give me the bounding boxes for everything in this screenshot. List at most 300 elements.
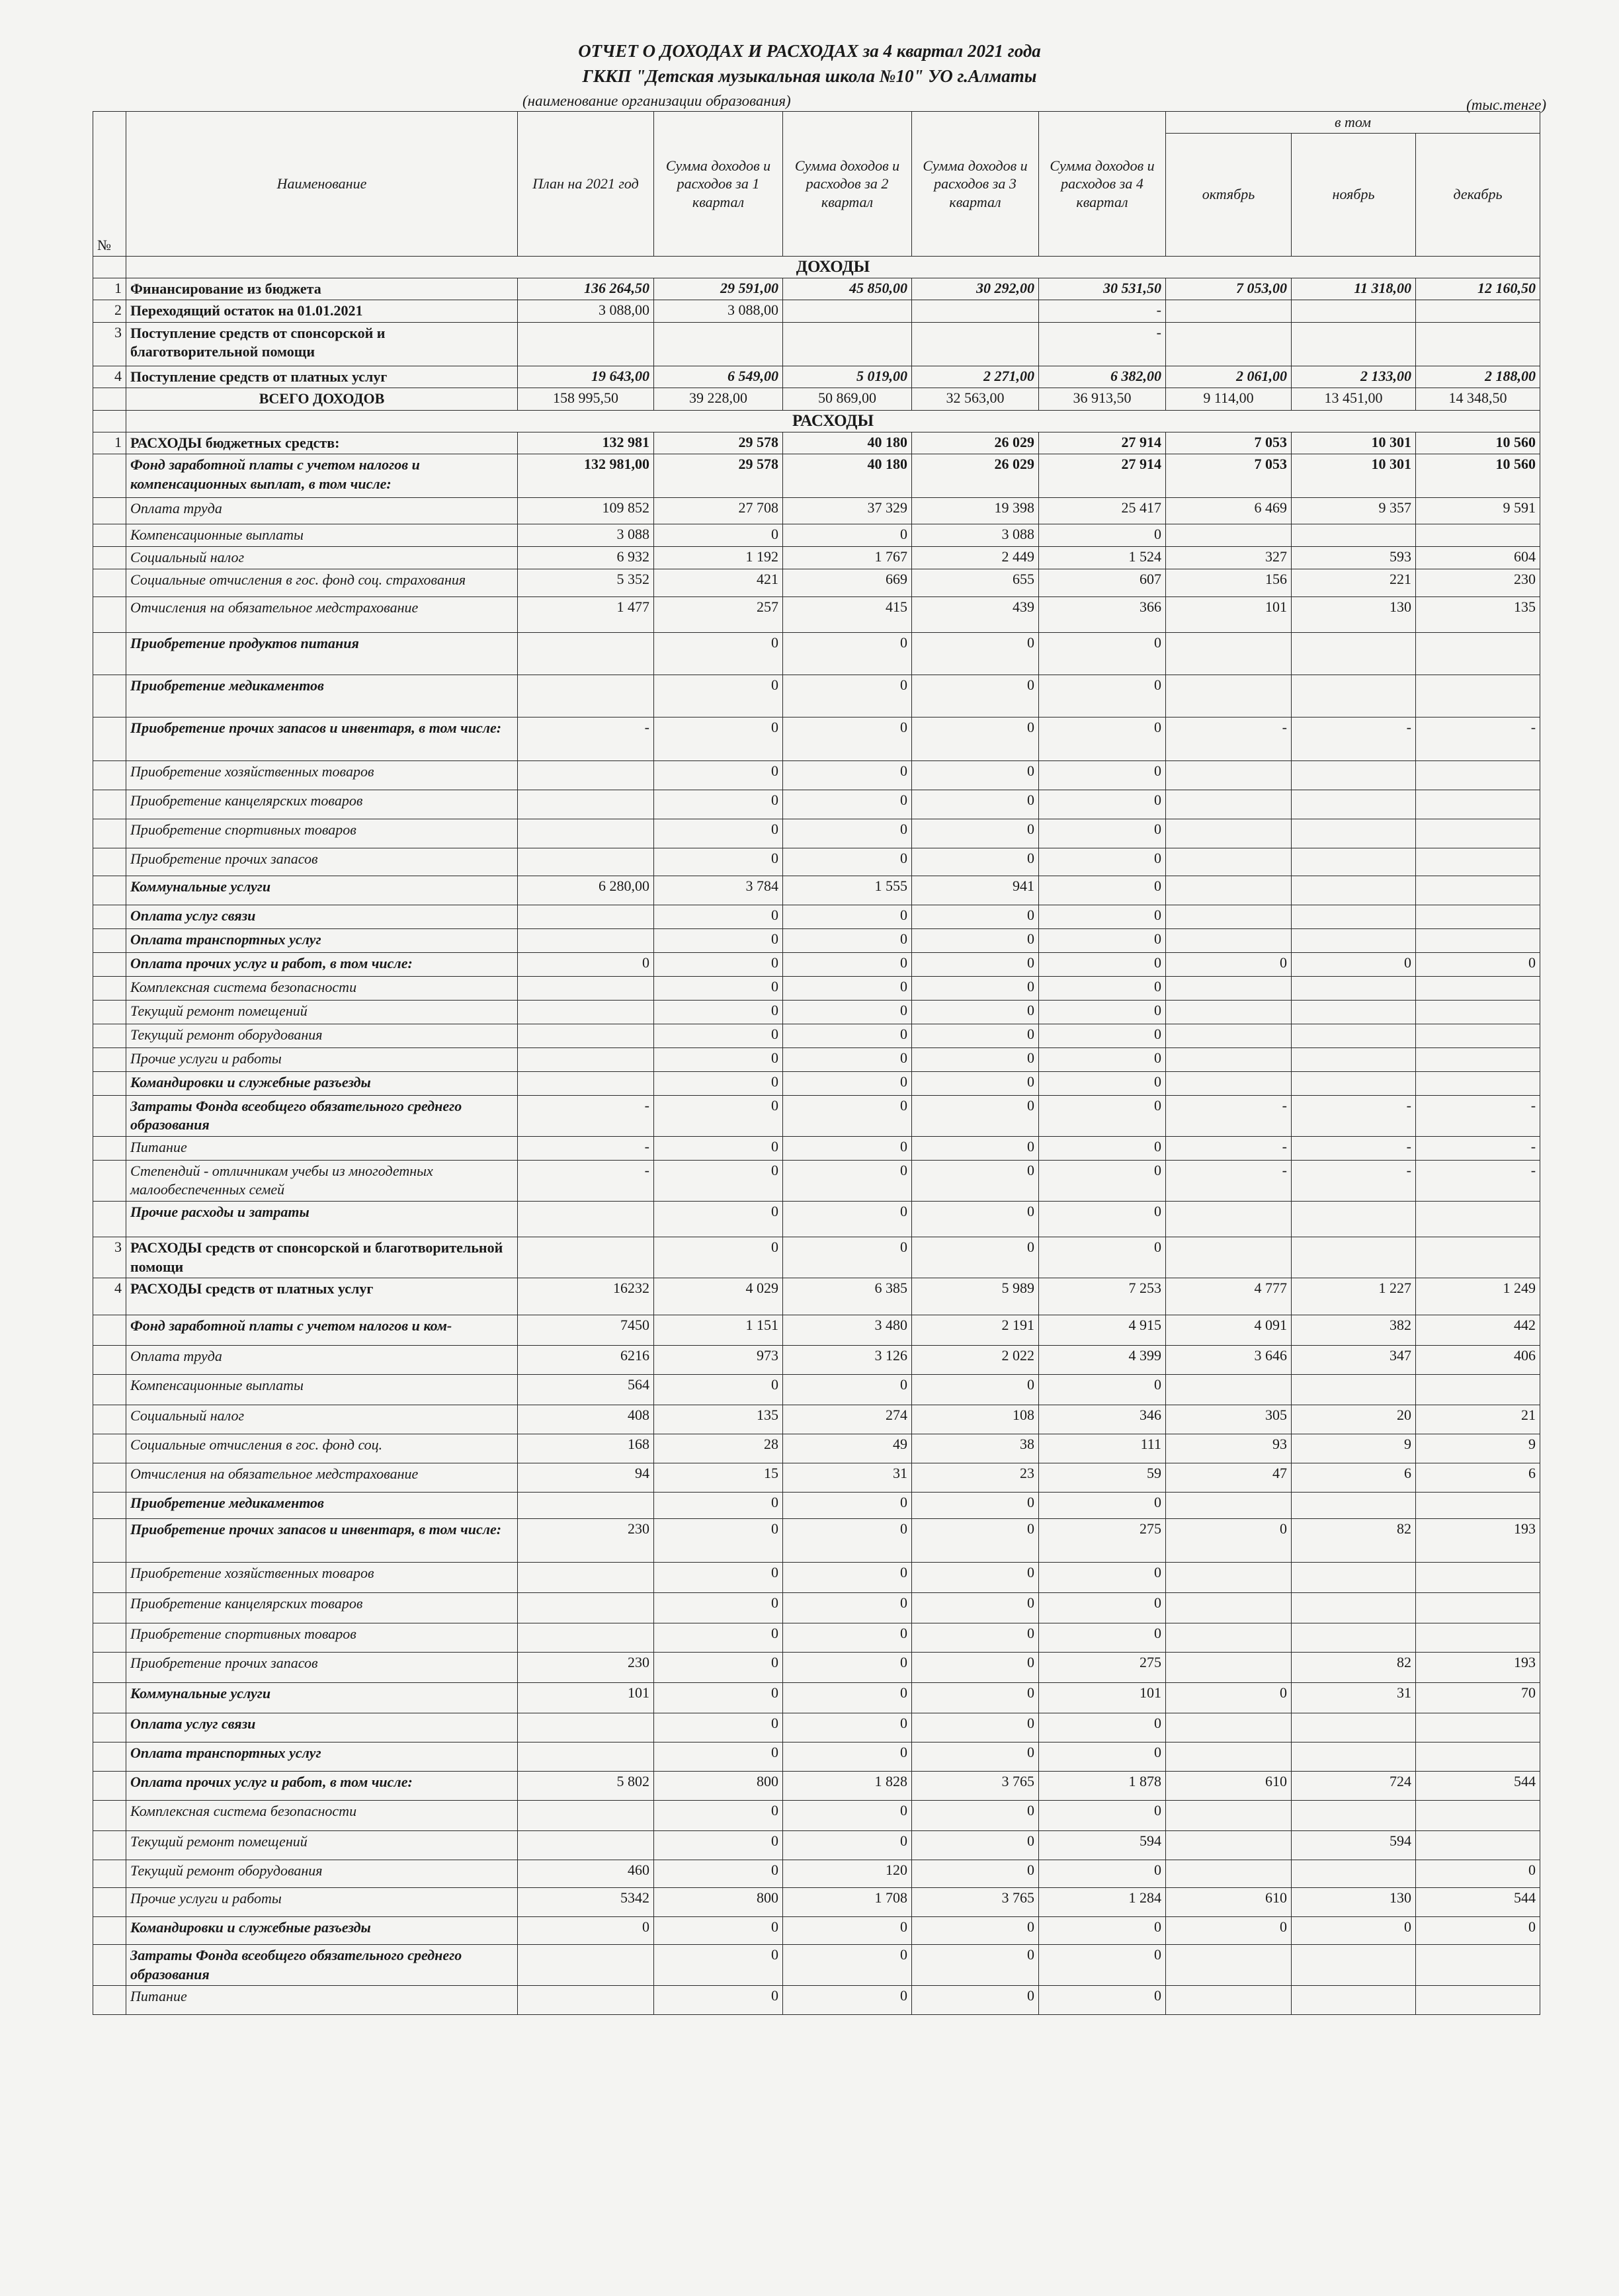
cell-q2: 0 bbox=[783, 1071, 912, 1095]
cell-q4: 0 bbox=[1039, 928, 1166, 952]
cell-december bbox=[1416, 1831, 1540, 1860]
cell-q2: 0 bbox=[783, 1945, 912, 1986]
table-row bbox=[93, 1563, 1540, 1593]
cell-november: 2 133,00 bbox=[1292, 366, 1416, 388]
row-name: Прочие услуги и работы bbox=[126, 1047, 518, 1071]
cell-november: 9 357 bbox=[1292, 498, 1416, 524]
cell-q2: 0 bbox=[783, 1136, 912, 1160]
row-number bbox=[93, 596, 126, 632]
row-number bbox=[93, 1860, 126, 1888]
cell-q1: 0 bbox=[654, 632, 783, 675]
cell-q4: 0 bbox=[1039, 1000, 1166, 1024]
cell-q4: 0 bbox=[1039, 1160, 1166, 1201]
cell-november bbox=[1292, 1801, 1416, 1831]
table-row bbox=[93, 717, 1540, 760]
row-number: 2 bbox=[93, 300, 126, 323]
cell-q4: 111 bbox=[1039, 1434, 1166, 1463]
cell-december bbox=[1416, 1801, 1540, 1831]
row-name: Социальный налог bbox=[126, 547, 518, 569]
table-row bbox=[93, 1095, 1540, 1136]
row-number bbox=[93, 1519, 126, 1563]
cell-october bbox=[1166, 632, 1292, 675]
cell-december bbox=[1416, 1375, 1540, 1405]
cell-december bbox=[1416, 1202, 1540, 1237]
cell-november bbox=[1292, 1563, 1416, 1593]
table-row bbox=[93, 928, 1540, 952]
cell-q3: 0 bbox=[912, 1375, 1039, 1405]
cell-plan bbox=[518, 632, 654, 675]
cell-q2: 0 bbox=[783, 717, 912, 760]
row-name: Текущий ремонт помещений bbox=[126, 1000, 518, 1024]
cell-q1: 0 bbox=[654, 1593, 783, 1623]
row-number bbox=[93, 1346, 126, 1375]
table-row bbox=[93, 790, 1540, 819]
cell-q1: 135 bbox=[654, 1405, 783, 1434]
cell-q2: 0 bbox=[783, 1623, 912, 1653]
row-number bbox=[93, 1463, 126, 1493]
table-row bbox=[93, 1202, 1540, 1237]
row-number bbox=[93, 1375, 126, 1405]
cell-q3: 0 bbox=[912, 905, 1039, 928]
cell-october: 0 bbox=[1166, 1519, 1292, 1563]
cell-q1: 0 bbox=[654, 1000, 783, 1024]
report-table bbox=[93, 111, 1540, 2015]
cell-october: 156 bbox=[1166, 569, 1292, 596]
cell-q1: 0 bbox=[654, 524, 783, 547]
cell-q1: 0 bbox=[654, 1563, 783, 1593]
cell-q4: 0 bbox=[1039, 1860, 1166, 1888]
row-name: Переходящий остаток на 01.01.2021 bbox=[126, 300, 518, 323]
row-number bbox=[93, 632, 126, 675]
row-number bbox=[93, 1683, 126, 1713]
column-header-no: № bbox=[93, 112, 126, 257]
cell-q4: 0 bbox=[1039, 848, 1166, 876]
cell-q2: 0 bbox=[783, 1160, 912, 1201]
cell-plan bbox=[518, 1563, 654, 1593]
table-row bbox=[93, 760, 1540, 790]
cell-november bbox=[1292, 1047, 1416, 1071]
cell-october: - bbox=[1166, 1160, 1292, 1201]
cell-q2: 0 bbox=[783, 952, 912, 976]
cell-q1: 0 bbox=[654, 819, 783, 848]
row-name: Прочие расходы и затраты bbox=[126, 1202, 518, 1237]
cell-plan: 230 bbox=[518, 1653, 654, 1683]
cell-q1: 0 bbox=[654, 760, 783, 790]
cell-q1: 15 bbox=[654, 1463, 783, 1493]
cell-q1: 0 bbox=[654, 1493, 783, 1519]
cell-december bbox=[1416, 1593, 1540, 1623]
cell-q4: 25 417 bbox=[1039, 498, 1166, 524]
cell-q3: 30 292,00 bbox=[912, 278, 1039, 300]
row-number bbox=[93, 498, 126, 524]
cell-plan: - bbox=[518, 1160, 654, 1201]
cell-q3: 26 029 bbox=[912, 432, 1039, 454]
cell-q1: 0 bbox=[654, 1986, 783, 2015]
row-name: Коммунальные услуги bbox=[126, 876, 518, 905]
row-number bbox=[93, 1434, 126, 1463]
cell-october bbox=[1166, 848, 1292, 876]
cell-november bbox=[1292, 1593, 1416, 1623]
cell-q3: 0 bbox=[912, 675, 1039, 717]
cell-november: 594 bbox=[1292, 1831, 1416, 1860]
cell-plan: 5342 bbox=[518, 1888, 654, 1917]
cell-october bbox=[1166, 1047, 1292, 1071]
cell-november bbox=[1292, 848, 1416, 876]
cell-q4: 0 bbox=[1039, 1136, 1166, 1160]
cell-q3: 26 029 bbox=[912, 454, 1039, 498]
cell-q2: 49 bbox=[783, 1434, 912, 1463]
table-row bbox=[93, 1772, 1540, 1801]
cell-q4: 59 bbox=[1039, 1463, 1166, 1493]
cell-q4: 0 bbox=[1039, 1375, 1166, 1405]
row-name: Оплата транспортных услуг bbox=[126, 928, 518, 952]
cell-q1: 0 bbox=[654, 1742, 783, 1772]
cell-december bbox=[1416, 1742, 1540, 1772]
row-number bbox=[93, 1593, 126, 1623]
cell-q1: 29 578 bbox=[654, 432, 783, 454]
row-number bbox=[93, 675, 126, 717]
cell-q3: 0 bbox=[912, 1024, 1039, 1047]
cell-q3: 3 088 bbox=[912, 524, 1039, 547]
cell-q2: 0 bbox=[783, 675, 912, 717]
cell-november bbox=[1292, 760, 1416, 790]
cell-q2: 0 bbox=[783, 1742, 912, 1772]
cell-october bbox=[1166, 1024, 1292, 1047]
cell-q2 bbox=[783, 322, 912, 366]
cell-q1 bbox=[654, 322, 783, 366]
table-row bbox=[93, 1237, 1540, 1278]
cell-q4: 0 bbox=[1039, 952, 1166, 976]
cell-q1: 0 bbox=[654, 905, 783, 928]
cell-q3 bbox=[912, 322, 1039, 366]
cell-q4: 0 bbox=[1039, 1202, 1166, 1237]
row-name: Текущий ремонт оборудования bbox=[126, 1024, 518, 1047]
cell-november: 6 bbox=[1292, 1463, 1416, 1493]
cell-october bbox=[1166, 790, 1292, 819]
cell-q1: 0 bbox=[654, 1202, 783, 1237]
cell-october: 610 bbox=[1166, 1888, 1292, 1917]
cell-q3: 0 bbox=[912, 1202, 1039, 1237]
row-number: 3 bbox=[93, 1237, 126, 1278]
cell-q3: 0 bbox=[912, 760, 1039, 790]
table-row bbox=[93, 596, 1540, 632]
row-name: Приобретение прочих запасов bbox=[126, 1653, 518, 1683]
cell-q3: 0 bbox=[912, 1917, 1039, 1945]
cell-december: 70 bbox=[1416, 1683, 1540, 1713]
cell-q1: 27 708 bbox=[654, 498, 783, 524]
cell-q1: 0 bbox=[654, 1945, 783, 1986]
cell-q3: 0 bbox=[912, 1623, 1039, 1653]
cell-q1: 0 bbox=[654, 1237, 783, 1278]
cell-q4: 101 bbox=[1039, 1683, 1166, 1713]
cell-november: 10 301 bbox=[1292, 454, 1416, 498]
cell-q2: 0 bbox=[783, 1713, 912, 1742]
row-number bbox=[93, 1713, 126, 1742]
section-no-cell bbox=[93, 410, 126, 432]
cell-q2: 0 bbox=[783, 1801, 912, 1831]
cell-plan: 19 643,00 bbox=[518, 366, 654, 388]
table-row bbox=[93, 1047, 1540, 1071]
cell-october: 7 053,00 bbox=[1166, 278, 1292, 300]
row-name: Оплата транспортных услуг bbox=[126, 1742, 518, 1772]
cell-october bbox=[1166, 1831, 1292, 1860]
cell-december bbox=[1416, 1047, 1540, 1071]
cell-december bbox=[1416, 322, 1540, 366]
table-row bbox=[93, 976, 1540, 1000]
cell-q1: 3 784 bbox=[654, 876, 783, 905]
cell-plan: 460 bbox=[518, 1860, 654, 1888]
cell-q3: 0 bbox=[912, 1071, 1039, 1095]
row-name: Текущий ремонт помещений bbox=[126, 1831, 518, 1860]
cell-october: 4 777 bbox=[1166, 1278, 1292, 1315]
cell-november: 20 bbox=[1292, 1405, 1416, 1434]
cell-q3: 941 bbox=[912, 876, 1039, 905]
cell-plan bbox=[518, 819, 654, 848]
cell-december: 21 bbox=[1416, 1405, 1540, 1434]
row-name: Оплата услуг связи bbox=[126, 905, 518, 928]
row-number bbox=[93, 1801, 126, 1831]
row-number: 1 bbox=[93, 432, 126, 454]
cell-november bbox=[1292, 1860, 1416, 1888]
cell-november bbox=[1292, 1623, 1416, 1653]
cell-q4: 275 bbox=[1039, 1519, 1166, 1563]
cell-q3: 0 bbox=[912, 1047, 1039, 1071]
cell-q2: 0 bbox=[783, 1000, 912, 1024]
row-name: Приобретение прочих запасов bbox=[126, 848, 518, 876]
cell-q2: 0 bbox=[783, 1593, 912, 1623]
table-row bbox=[93, 1917, 1540, 1945]
unit-label: (тыс.тенге) bbox=[1466, 97, 1546, 113]
cell-october bbox=[1166, 300, 1292, 323]
cell-plan: - bbox=[518, 1136, 654, 1160]
cell-q3: 2 191 bbox=[912, 1315, 1039, 1346]
cell-october: 7 053 bbox=[1166, 432, 1292, 454]
table-row bbox=[93, 547, 1540, 569]
cell-q4: - bbox=[1039, 300, 1166, 323]
row-name: Оплата труда bbox=[126, 1346, 518, 1375]
cell-december: 193 bbox=[1416, 1519, 1540, 1563]
cell-q4: 366 bbox=[1039, 596, 1166, 632]
cell-q2: 0 bbox=[783, 976, 912, 1000]
cell-q1: 0 bbox=[654, 1683, 783, 1713]
row-number bbox=[93, 1000, 126, 1024]
cell-november bbox=[1292, 1713, 1416, 1742]
cell-q1: 3 088,00 bbox=[654, 300, 783, 323]
cell-q2: 0 bbox=[783, 1202, 912, 1237]
cell-q3: 0 bbox=[912, 976, 1039, 1000]
row-name: Командировки и служебные разъезды bbox=[126, 1917, 518, 1945]
cell-november bbox=[1292, 1493, 1416, 1519]
cell-q4: 0 bbox=[1039, 1713, 1166, 1742]
cell-plan: 6 932 bbox=[518, 547, 654, 569]
cell-december: - bbox=[1416, 1136, 1540, 1160]
table-row bbox=[93, 1071, 1540, 1095]
cell-november: 0 bbox=[1292, 952, 1416, 976]
cell-plan bbox=[518, 1713, 654, 1742]
cell-december: 604 bbox=[1416, 547, 1540, 569]
cell-q2: 0 bbox=[783, 1653, 912, 1683]
cell-q2: 1 555 bbox=[783, 876, 912, 905]
cell-q2: 0 bbox=[783, 632, 912, 675]
cell-october bbox=[1166, 876, 1292, 905]
row-number bbox=[93, 848, 126, 876]
cell-plan: 109 852 bbox=[518, 498, 654, 524]
cell-q4: 36 913,50 bbox=[1039, 388, 1166, 411]
cell-plan: 136 264,50 bbox=[518, 278, 654, 300]
table-row bbox=[93, 1653, 1540, 1683]
table-row bbox=[93, 848, 1540, 876]
cell-november bbox=[1292, 1071, 1416, 1095]
cell-plan: 0 bbox=[518, 1917, 654, 1945]
row-number bbox=[93, 1831, 126, 1860]
cell-q1: 0 bbox=[654, 1653, 783, 1683]
cell-q2: 1 828 bbox=[783, 1772, 912, 1801]
cell-q4: 0 bbox=[1039, 1095, 1166, 1136]
section-income-label: ДОХОДЫ bbox=[126, 256, 1540, 278]
cell-q3: 2 271,00 bbox=[912, 366, 1039, 388]
cell-q4: 0 bbox=[1039, 1986, 1166, 2015]
cell-plan bbox=[518, 1801, 654, 1831]
cell-december: 10 560 bbox=[1416, 432, 1540, 454]
row-name: Отчисления на обязательное медстрахование bbox=[126, 596, 518, 632]
table-row bbox=[93, 675, 1540, 717]
cell-q2: 0 bbox=[783, 1917, 912, 1945]
row-number bbox=[93, 760, 126, 790]
cell-q1: 0 bbox=[654, 976, 783, 1000]
cell-december bbox=[1416, 1563, 1540, 1593]
cell-november: 82 bbox=[1292, 1519, 1416, 1563]
cell-q2: 415 bbox=[783, 596, 912, 632]
cell-october: 4 091 bbox=[1166, 1315, 1292, 1346]
cell-october bbox=[1166, 322, 1292, 366]
cell-november: 9 bbox=[1292, 1434, 1416, 1463]
row-name: Приобретение прочих запасов и инвентаря, в том числе: bbox=[126, 717, 518, 760]
section-income-row bbox=[93, 256, 1540, 278]
cell-q2: 669 bbox=[783, 569, 912, 596]
cell-q1: 0 bbox=[654, 1623, 783, 1653]
row-name: Командировки и служебные разъезды bbox=[126, 1071, 518, 1095]
cell-q1: 6 549,00 bbox=[654, 366, 783, 388]
cell-q2: 274 bbox=[783, 1405, 912, 1434]
cell-q1: 0 bbox=[654, 1831, 783, 1860]
column-header-q2: Сумма доходов и расходов за 2 квартал bbox=[783, 112, 912, 257]
row-number bbox=[93, 388, 126, 411]
cell-october bbox=[1166, 1375, 1292, 1405]
cell-december: 2 188,00 bbox=[1416, 366, 1540, 388]
table-row bbox=[93, 366, 1540, 388]
cell-q2: 3 126 bbox=[783, 1346, 912, 1375]
table-row bbox=[93, 1024, 1540, 1047]
cell-q1: 0 bbox=[654, 1519, 783, 1563]
table-row bbox=[93, 1742, 1540, 1772]
cell-q4: 7 253 bbox=[1039, 1278, 1166, 1315]
cell-october: 3 646 bbox=[1166, 1346, 1292, 1375]
table-row bbox=[93, 1683, 1540, 1713]
column-header-q3: Сумма доходов и расходов за 3 квартал bbox=[912, 112, 1039, 257]
row-name: Приобретение канцелярских товаров bbox=[126, 1593, 518, 1623]
cell-october: 0 bbox=[1166, 1683, 1292, 1713]
report-title: ОТЧЕТ О ДОХОДАХ И РАСХОДАХ за 4 квартал 2021 года bbox=[578, 41, 1041, 61]
cell-q1: 0 bbox=[654, 675, 783, 717]
row-number: 4 bbox=[93, 366, 126, 388]
cell-november: 31 bbox=[1292, 1683, 1416, 1713]
cell-q2 bbox=[783, 300, 912, 323]
cell-q4: 0 bbox=[1039, 1047, 1166, 1071]
column-header-plan: План на 2021 год bbox=[518, 112, 654, 257]
cell-q3: 0 bbox=[912, 1860, 1039, 1888]
cell-q4: 0 bbox=[1039, 1593, 1166, 1623]
cell-q4: 594 bbox=[1039, 1831, 1166, 1860]
cell-october bbox=[1166, 1071, 1292, 1095]
cell-november: 1 227 bbox=[1292, 1278, 1416, 1315]
cell-plan: 3 088,00 bbox=[518, 300, 654, 323]
table-row bbox=[93, 1405, 1540, 1434]
table-row bbox=[93, 1315, 1540, 1346]
cell-november bbox=[1292, 1237, 1416, 1278]
cell-q3: 3 765 bbox=[912, 1772, 1039, 1801]
cell-november: 130 bbox=[1292, 596, 1416, 632]
cell-q3: 0 bbox=[912, 952, 1039, 976]
cell-december: 10 560 bbox=[1416, 454, 1540, 498]
cell-q4: 346 bbox=[1039, 1405, 1166, 1434]
cell-plan bbox=[518, 976, 654, 1000]
organization-name: ГККП "Детская музыкальная школа №10" УО г.Алматы bbox=[582, 66, 1037, 86]
row-name: Приобретение прочих запасов и инвентаря, в том числе: bbox=[126, 1519, 518, 1563]
column-header-november: ноябрь bbox=[1292, 133, 1416, 256]
cell-q1: 800 bbox=[654, 1888, 783, 1917]
cell-q2: 3 480 bbox=[783, 1315, 912, 1346]
row-number bbox=[93, 928, 126, 952]
cell-q4: 0 bbox=[1039, 1945, 1166, 1986]
cell-q2: 0 bbox=[783, 1024, 912, 1047]
row-number bbox=[93, 1986, 126, 2015]
row-name: Поступление средств от спонсорской и благотворительной помощи bbox=[126, 322, 518, 366]
row-name: Коммунальные услуги bbox=[126, 1683, 518, 1713]
cell-q4: 27 914 bbox=[1039, 454, 1166, 498]
table-row bbox=[93, 454, 1540, 498]
cell-plan bbox=[518, 1000, 654, 1024]
cell-december: 1 249 bbox=[1416, 1278, 1540, 1315]
cell-october bbox=[1166, 976, 1292, 1000]
cell-october bbox=[1166, 1493, 1292, 1519]
cell-october: 9 114,00 bbox=[1166, 388, 1292, 411]
cell-q2: 50 869,00 bbox=[783, 388, 912, 411]
row-name: Затраты Фонда всеобщего обязательного среднего образования bbox=[126, 1095, 518, 1136]
cell-november: 593 bbox=[1292, 547, 1416, 569]
row-number bbox=[93, 1095, 126, 1136]
cell-october bbox=[1166, 928, 1292, 952]
cell-q2: 40 180 bbox=[783, 432, 912, 454]
table-row bbox=[93, 1945, 1540, 1986]
cell-q3: 0 bbox=[912, 1095, 1039, 1136]
cell-q3: 23 bbox=[912, 1463, 1039, 1493]
cell-q3: 3 765 bbox=[912, 1888, 1039, 1917]
cell-october bbox=[1166, 819, 1292, 848]
cell-plan bbox=[518, 1593, 654, 1623]
cell-november bbox=[1292, 1986, 1416, 2015]
cell-q4: 275 bbox=[1039, 1653, 1166, 1683]
table-row bbox=[93, 1000, 1540, 1024]
cell-december bbox=[1416, 760, 1540, 790]
cell-november bbox=[1292, 876, 1416, 905]
column-header-in-that: в том bbox=[1166, 112, 1540, 134]
cell-october bbox=[1166, 1563, 1292, 1593]
cell-november bbox=[1292, 976, 1416, 1000]
cell-october bbox=[1166, 1801, 1292, 1831]
cell-december bbox=[1416, 1945, 1540, 1986]
cell-q4: 4 915 bbox=[1039, 1315, 1166, 1346]
cell-plan bbox=[518, 928, 654, 952]
